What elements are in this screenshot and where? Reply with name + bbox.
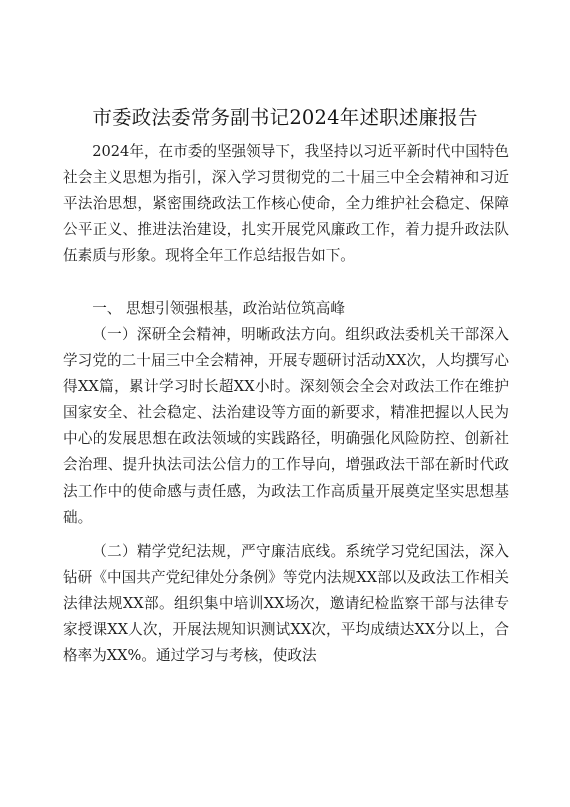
document-title: 市委政法委常务副书记2024年述职述廉报告 (92, 106, 478, 129)
intro-paragraph: 2024年，在市委的坚强领导下，我坚持以习近平新时代中国特色社会主义思想为指引，深入学习贯彻党的二十届三中全会精神和习近平法治思想，紧密围绕政法工作核心使命，全力维护社会稳定、保障公平正义、推进法治建设，扎实开展党风廉政工作，着力提升政法队伍素质与形象。现将全年工作总结报告如下。 (63, 143, 509, 265)
section-heading: 一、 思想引领强根基，政治站位筑高峰 (92, 300, 345, 317)
item-paragraph-2: （二）精学党纪法规，严守廉洁底线。系统学习党纪国法，深入钻研《中国共产党纪律处分条例》等党内法规XX部以及政法工作相关法律法规XX部。组织集中培训XX场次，邀请纪检监察干部与法律专家授课XX人次，开展法规知识测试XX次，平均成绩达XX分以上，合格率为XX%。通过学习与考核，使政法 (63, 543, 509, 665)
item-paragraph-1: （一）深研全会精神，明晰政法方向。组织政法委机关干部深入学习党的二十届三中全会精神，开展专题研讨活动XX次，人均撰写心得XX篇，累计学习时长超XX小时。深刻领会全会对政法工作在维护国家安全、社会稳定、法治建设等方面的新要求，精准把握以人民为中心的发展思想在政法领域的实践路径，明确强化风险防控、创新社会治理、提升执法司法公信力的工作导向，增强政法干部在新时代政法工作中的使命感与责任感，为政法工作高质量开展奠定坚实思想基础。 (63, 326, 509, 526)
